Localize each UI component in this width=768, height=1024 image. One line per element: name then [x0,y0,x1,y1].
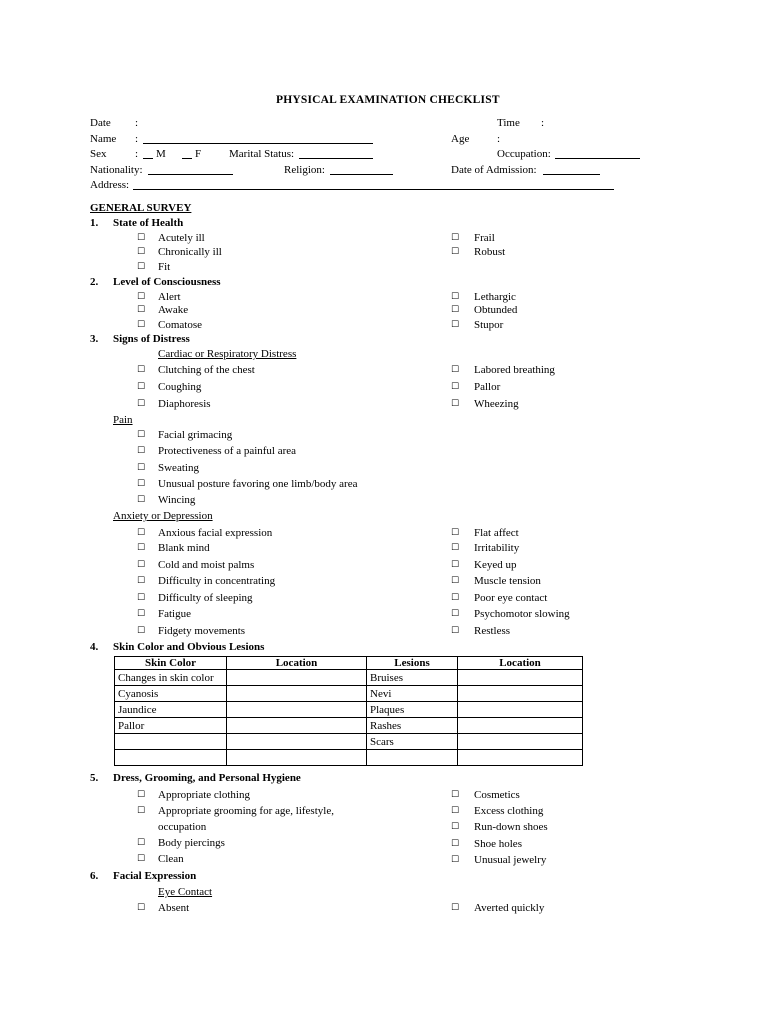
checkbox[interactable]: ☐ [451,247,460,257]
option-label: Pallor [474,381,501,393]
table-row [115,702,583,718]
table-cell: Changes in skin color [115,670,227,686]
table-header: Location [458,657,583,670]
checkbox[interactable]: ☐ [451,576,460,586]
checkbox[interactable]: ☐ [451,382,460,392]
occupation-label: Occupation: [497,148,551,160]
checkbox[interactable]: ☐ [451,233,460,243]
table-cell: Bruises [367,670,458,686]
checkbox[interactable]: ☐ [451,626,460,636]
section-2-title: Level of Consciousness [113,276,221,288]
table-header: Skin Color [115,657,227,670]
option-label: Awake [158,304,189,316]
age-colon: : [497,133,501,145]
sex-label: Sex [90,148,107,160]
table-cell: Pallor [115,718,227,734]
table-cell[interactable] [227,734,367,750]
option-label: Sweating [158,462,199,474]
checkbox[interactable]: ☐ [451,305,460,315]
table-cell[interactable] [458,702,583,718]
table-cell[interactable] [367,750,458,766]
checkbox[interactable]: ☐ [137,609,146,619]
checkbox[interactable]: ☐ [451,528,460,538]
name-label: Name [90,133,117,145]
checkbox[interactable]: ☐ [137,382,146,392]
option-label: Unusual jewelry [474,854,547,866]
section-3-title: Signs of Distress [113,333,190,345]
checkbox[interactable]: ☐ [451,399,460,409]
checkbox[interactable]: ☐ [137,838,146,848]
time-colon: : [541,117,545,129]
section-1-title: State of Health [113,217,184,229]
general-survey-heading: GENERAL SURVEY [90,202,192,214]
option-label: Clutching of the chest [158,364,255,376]
table-cell[interactable] [115,734,227,750]
table-header: Lesions [367,657,458,670]
checkbox[interactable]: ☐ [137,446,146,456]
option-label: Lethargic [474,291,516,303]
section-6-title: Facial Expression [113,870,197,882]
table-cell: Cyanosis [115,686,227,702]
option-label: Averted quickly [474,902,545,914]
checkbox[interactable]: ☐ [451,855,460,865]
table-cell[interactable] [227,702,367,718]
option-label: Comatose [158,319,202,331]
date-colon: : [135,117,139,129]
table-cell: Rashes [367,718,458,734]
table-cell[interactable] [458,686,583,702]
option-label: Psychomotor slowing [474,608,570,620]
option-label: Fidgety movements [158,625,246,637]
checkbox[interactable]: ☐ [451,593,460,603]
checkbox[interactable]: ☐ [451,320,460,330]
option-label: Chronically ill [158,246,222,258]
option-label: Blank mind [158,542,210,554]
option-label: Fatigue [158,608,191,620]
religion-label: Religion: [284,164,325,176]
option-label: Restless [474,625,511,637]
option-label: Keyed up [474,559,517,571]
option-label: Cosmetics [474,789,520,801]
skin-lesion-table [114,656,583,766]
checkbox[interactable]: ☐ [451,560,460,570]
option-label: Wincing [158,494,196,506]
table-cell[interactable] [458,718,583,734]
section-4-number: 4. [90,641,99,653]
table-cell[interactable] [227,718,367,734]
pain-heading: Pain [113,414,133,426]
table-header-row [115,657,583,670]
option-label: Stupor [474,319,504,331]
option-label: Clean [158,853,184,865]
section-3-number: 3. [90,333,99,345]
option-label: Fit [158,261,171,273]
table-cell: Nevi [367,686,458,702]
checkbox[interactable]: ☐ [451,806,460,816]
checkbox[interactable]: ☐ [137,528,146,538]
marital-status-field[interactable] [299,148,373,159]
sex-f-field[interactable] [182,148,192,159]
table-cell[interactable] [227,750,367,766]
option-label: Absent [158,902,190,914]
cardiac-distress-heading: Cardiac or Respiratory Distress [158,348,297,360]
checkbox[interactable]: ☐ [137,495,146,505]
page-title: PHYSICAL EXAMINATION CHECKLIST [276,94,500,106]
checkbox[interactable]: ☐ [451,822,460,832]
table-cell[interactable] [458,750,583,766]
table-row [115,670,583,686]
option-label: Poor eye contact [474,592,548,604]
table-row [115,718,583,734]
checkbox[interactable]: ☐ [451,790,460,800]
checkbox[interactable]: ☐ [137,790,146,800]
option-label: Facial grimacing [158,429,233,441]
checkbox[interactable]: ☐ [137,903,146,913]
option-label: Cold and moist palms [158,559,255,571]
option-label: Coughing [158,381,202,393]
nationality-label: Nationality: [90,164,143,176]
anxiety-heading: Anxiety or Depression [113,510,213,522]
checkbox[interactable]: ☐ [137,365,146,375]
table-row [115,734,583,750]
address-field[interactable] [133,179,614,190]
address-label: Address: [90,179,130,191]
eye-contact-heading: Eye Contact [158,886,213,898]
option-label: Obtunded [474,304,518,316]
marital-status-label: Marital Status: [229,148,295,160]
table-header: Location [227,657,367,670]
checkbox[interactable]: ☐ [137,399,146,409]
table-cell: Plaques [367,702,458,718]
sex-colon: : [135,148,139,160]
option-label: Frail [474,232,495,244]
option-label: Irritability [474,542,520,554]
sex-m-field[interactable] [143,148,153,159]
option-label: Acutely ill [158,232,205,244]
option-label: Protectiveness of a painful area [158,445,297,457]
checkbox[interactable]: ☐ [137,262,146,272]
checkbox[interactable]: ☐ [451,543,460,553]
checkbox[interactable]: ☐ [451,903,460,913]
table-cell[interactable] [458,734,583,750]
section-5-title: Dress, Grooming, and Personal Hygiene [113,772,301,784]
option-label-continued: occupation [158,821,207,833]
option-label: Appropriate clothing [158,789,250,801]
sex-f-label: F [195,148,202,160]
checkbox[interactable]: ☐ [137,430,146,440]
checkbox[interactable]: ☐ [137,543,146,553]
option-label: Difficulty in concentrating [158,575,276,587]
admission-date-label: Date of Admission: [451,164,537,176]
time-label: Time [497,117,520,129]
table-cell: Jaundice [115,702,227,718]
option-label: Excess clothing [474,805,544,817]
table-cell[interactable] [227,686,367,702]
option-label: Difficulty of sleeping [158,592,253,604]
checkbox[interactable]: ☐ [137,305,146,315]
checkbox[interactable]: ☐ [137,560,146,570]
option-label: Alert [158,291,181,303]
sex-m-label: M [156,148,166,160]
option-label: Body piercings [158,837,225,849]
section-4-title: Skin Color and Obvious Lesions [113,641,265,653]
table-cell: Scars [367,734,458,750]
checkbox[interactable]: ☐ [451,609,460,619]
option-label: Flat affect [474,527,519,539]
section-5-number: 5. [90,772,99,784]
option-label: Labored breathing [474,364,555,376]
section-1-number: 1. [90,217,99,229]
table-cell[interactable] [115,750,227,766]
section-6-number: 6. [90,870,99,882]
nationality-field[interactable] [148,164,233,175]
table-cell[interactable] [458,670,583,686]
age-label: Age [451,133,470,145]
checkbox[interactable]: ☐ [137,463,146,473]
option-label: Diaphoresis [158,398,211,410]
checkbox[interactable]: ☐ [137,854,146,864]
checkbox[interactable]: ☐ [137,806,146,816]
checkbox[interactable]: ☐ [137,247,146,257]
option-label: Robust [474,246,506,258]
option-label: Wheezing [474,398,519,410]
checkbox[interactable]: ☐ [451,292,460,302]
name-field[interactable] [143,133,373,144]
option-label: Muscle tension [474,575,541,587]
checkbox[interactable]: ☐ [137,320,146,330]
option-label: Run-down shoes [474,821,548,833]
table-row [115,686,583,702]
option-label: Shoe holes [474,838,522,850]
date-label: Date [90,117,111,129]
table-row [115,750,583,766]
checkbox[interactable]: ☐ [137,576,146,586]
table-cell[interactable] [227,670,367,686]
admission-date-field[interactable] [543,164,600,175]
option-label: Appropriate grooming for age, lifestyle, [158,805,334,817]
checkbox[interactable]: ☐ [451,365,460,375]
section-2-number: 2. [90,276,99,288]
religion-field[interactable] [330,164,393,175]
occupation-field[interactable] [555,148,640,159]
option-label: Unusual posture favoring one limb/body area [158,478,358,490]
checkbox[interactable]: ☐ [137,593,146,603]
checkbox[interactable]: ☐ [137,292,146,302]
checkbox[interactable]: ☐ [137,626,146,636]
option-label: Anxious facial expression [158,527,273,539]
checkbox[interactable]: ☐ [137,233,146,243]
checkbox[interactable]: ☐ [451,839,460,849]
checkbox[interactable]: ☐ [137,479,146,489]
name-colon: : [135,133,139,145]
